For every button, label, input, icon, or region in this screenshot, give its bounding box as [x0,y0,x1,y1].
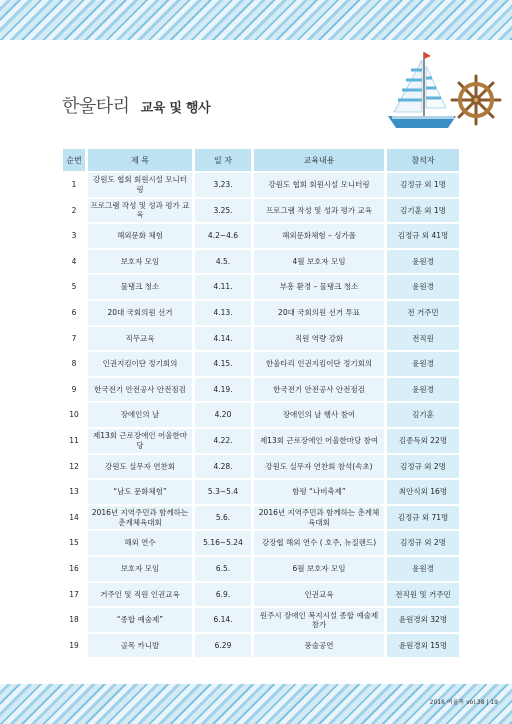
row-content: 강장협 해외 연수 ( 호주, 뉴질랜드) [254,531,384,555]
table-row [63,224,459,248]
row-attendee: 윤원경 [387,352,459,376]
header-attendee: 참석자 [387,149,459,171]
row-content: 장애인의 날 행사 참여 [254,403,384,427]
row-content: 해외문화체험 – 싱가폴 [254,224,384,248]
top-decorative-band [0,0,512,40]
row-attendee: 김정규 외 2명 [387,531,459,555]
row-title: 2016년 지역주민과 함께하는 춘계체육대회 [88,506,192,530]
row-attendee: 김정규 외 71명 [387,506,459,530]
table-row [63,403,459,427]
row-content: 프로그램 작성 및 성과 평가 교육 [254,199,384,223]
row-title: 골목 카니발 [88,634,192,658]
row-title: 보호자 모임 [88,557,192,581]
row-date: 5.6. [195,506,251,530]
row-content: 원주시 장애인 복지시설 종합 예술제 참가 [254,608,384,632]
row-date: 4.19. [195,378,251,402]
row-content: 한울타리 인권지킴이단 정기회의 [254,352,384,376]
row-title: “종합 예술제” [88,608,192,632]
row-title: 강원도 협회 회원시설 모니터링 [88,173,192,197]
row-date: 3.23. [195,173,251,197]
page-title-sub: 교육 및 행사 [140,101,211,116]
table-row [63,531,459,555]
row-number: 9 [71,384,77,394]
row-content: 2016년 지역주민과 함께하는 춘계체육대회 [254,506,384,530]
header-number: 순번 [63,149,85,171]
row-content: 풍술공연 [254,634,384,658]
page-title [62,92,210,118]
row-attendee: 전 거주민 [387,301,459,325]
row-content: 한국전기 안전공사 안전점검 [254,378,384,402]
row-date: 6.29 [195,634,251,658]
sailboat-icon [388,52,456,128]
row-title: 해외 연수 [88,531,192,555]
table-row [63,455,459,479]
table-row [63,608,459,632]
header-date: 일 자 [195,149,251,171]
row-attendee: 김정규 외 1명 [387,173,459,197]
row-title: 거주인 및 직원 인권교육 [88,583,192,607]
row-title: 해외문화 체험 [88,224,192,248]
row-number: 2 [71,205,77,215]
row-number: 19 [69,640,79,650]
table-row [63,199,459,223]
table-header-row [63,149,459,171]
row-attendee: 김정규 외 41명 [387,224,459,248]
row-number: 14 [69,512,79,522]
row-number: 5 [71,282,77,292]
row-number: 6 [71,308,77,318]
row-date: 4.13. [195,301,251,325]
row-title: 프로그램 작성 및 성과 평가 교육 [88,199,192,223]
row-date: 4.14. [195,327,251,351]
row-date: 4.22. [195,429,251,453]
row-content: 부흥 환경 – 물탱크 청소 [254,275,384,299]
row-title: 장애인의 날 [88,403,192,427]
row-content: 인권교육 [254,583,384,607]
row-content: 직원 역량 강화 [254,327,384,351]
row-date: 6.5. [195,557,251,581]
table-row [63,480,459,504]
row-content: 6월 보호자 모임 [254,557,384,581]
ship-wheel-icon [452,76,500,124]
row-number: 7 [71,333,77,343]
schedule-table [60,147,462,659]
row-number: 1 [71,180,77,190]
header-title: 제 목 [88,149,192,171]
table-row [63,583,459,607]
row-date: 5.16~5.24 [195,531,251,555]
row-attendee: 김정규 외 2명 [387,455,459,479]
row-content: 강원도 실무자 연찬회 참석(속초) [254,455,384,479]
row-number: 17 [69,589,79,599]
page-title-main: 한울타리 [62,96,130,117]
table-row [63,301,459,325]
row-content: 제13회 근로장애인 어울한마당 참여 [254,429,384,453]
row-attendee: 윤원경 [387,557,459,581]
row-date: 4.5. [195,250,251,274]
row-date: 5.3~5.4 [195,480,251,504]
row-attendee: 최안식외 16명 [387,480,459,504]
row-content: 함평 “나비축제” [254,480,384,504]
row-attendee: 김종득외 22명 [387,429,459,453]
row-title: 인권지킴이단 정기회의 [88,352,192,376]
table-row [63,557,459,581]
row-attendee: 윤원경 [387,250,459,274]
row-date: 4.2~4.6 [195,224,251,248]
table-row [63,173,459,197]
row-content: 20대 국회의원 선거 투표 [254,301,384,325]
row-title: 보호자 모임 [88,250,192,274]
row-number: 4 [71,256,77,266]
row-number: 10 [69,410,79,420]
row-attendee: 윤원경 [387,275,459,299]
row-title: “남도 문화체험” [88,480,192,504]
row-title: 한국전기 안전공사 안전점검 [88,378,192,402]
row-date: 4.11. [195,275,251,299]
table-row [63,506,459,530]
row-number: 18 [69,615,79,625]
table-row [63,378,459,402]
table-row [63,327,459,351]
row-title: 강원도 실무자 연찬회 [88,455,192,479]
row-title: 물탱크 청소 [88,275,192,299]
row-title: 20대 국회의원 선거 [88,301,192,325]
row-attendee: 윤원경외 15명 [387,634,459,658]
row-date: 4.15. [195,352,251,376]
row-date: 3.25. [195,199,251,223]
row-number: 3 [71,231,77,241]
row-number: 12 [69,461,79,471]
table-row [63,634,459,658]
row-attendee: 윤원경외 32명 [387,608,459,632]
row-number: 16 [69,564,79,574]
table-row [63,429,459,453]
row-content: 강원도 협회 회원시설 모니터링 [254,173,384,197]
row-date: 6.14. [195,608,251,632]
row-number: 13 [69,487,79,497]
row-title: 제13회 근로장애인 어울한마당 [88,429,192,453]
table-row [63,275,459,299]
row-attendee: 김기훈 [387,403,459,427]
row-date: 4.20 [195,403,251,427]
row-attendee: 전직원 및 거주민 [387,583,459,607]
nautical-illustration [384,48,504,134]
row-date: 4.28. [195,455,251,479]
row-title: 직무교육 [88,327,192,351]
row-content: 4월 보호자 모임 [254,250,384,274]
row-attendee: 김기훈 외 1명 [387,199,459,223]
row-number: 11 [69,436,79,446]
row-attendee: 전직원 [387,327,459,351]
page-footer: 2016 여울목 vol.38 | 19 [429,699,498,706]
header-content: 교육내용 [254,149,384,171]
table-row [63,352,459,376]
row-number: 8 [71,359,77,369]
row-number: 15 [69,538,79,548]
row-attendee: 윤원경 [387,378,459,402]
table-row [63,250,459,274]
row-date: 6.9. [195,583,251,607]
